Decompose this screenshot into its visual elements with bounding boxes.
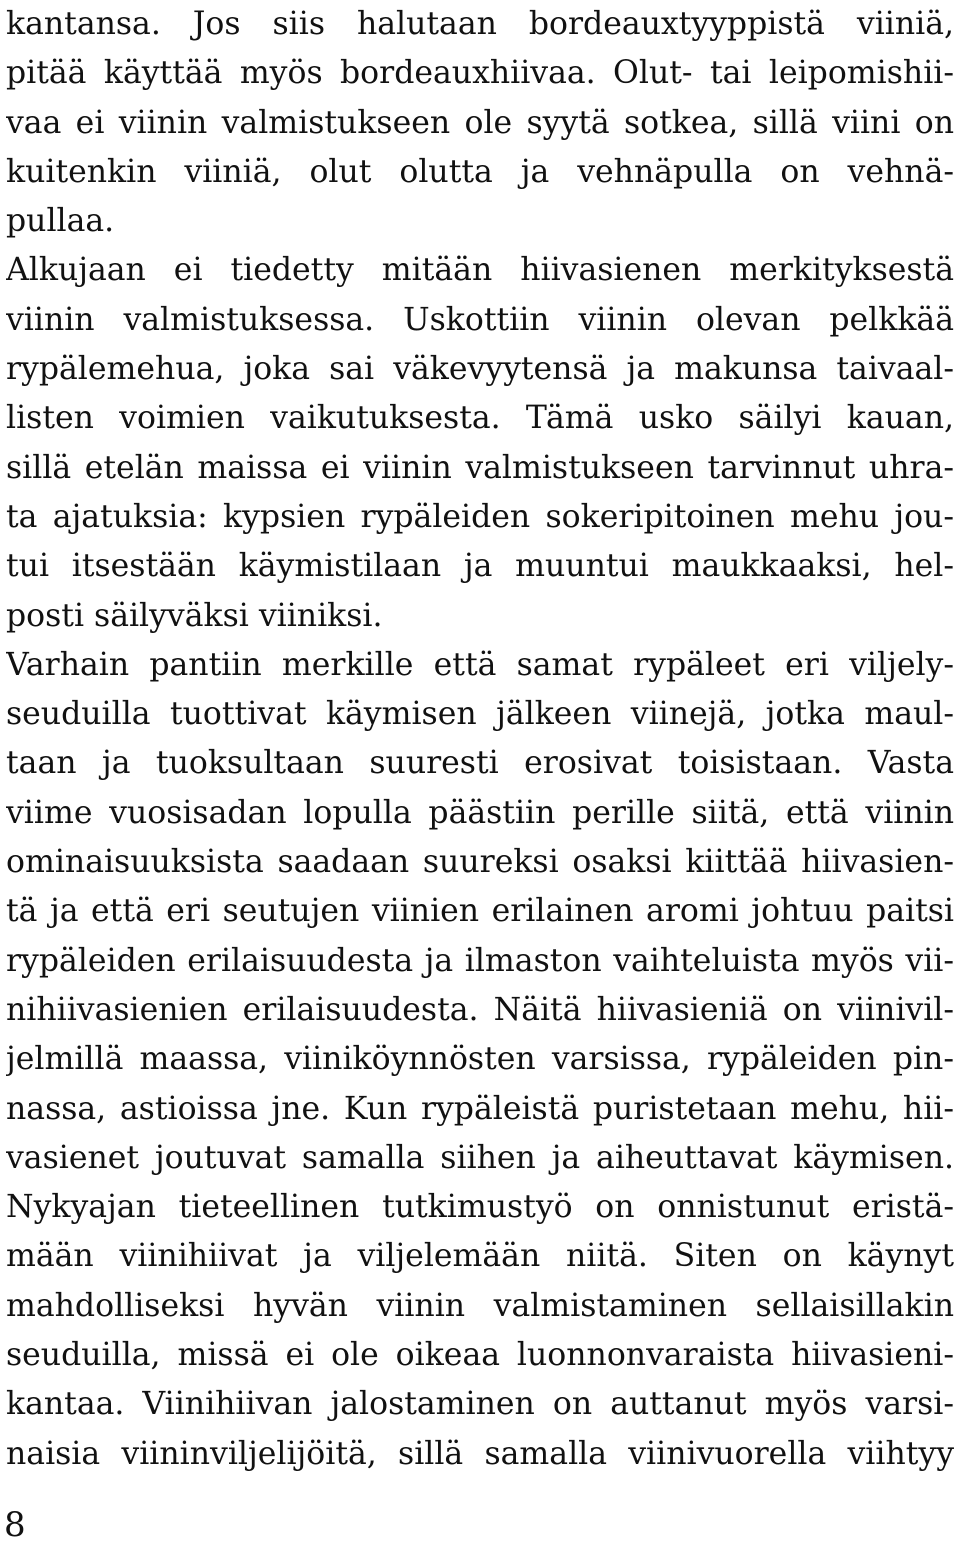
text-line: ominaisuuksista saadaan suureksi osaksi kiittää hiivasien-	[6, 844, 954, 881]
text-line: listen voimien vaikutuksesta. Tämä usko säilyi kauan,	[6, 400, 954, 437]
text-line: tä ja että eri seutujen viinien erilainen aromi johtuu paitsi	[6, 893, 954, 930]
text-line: nassa, astioissa jne. Kun rypäleistä puristetaan mehu, hii-	[6, 1090, 954, 1127]
text-line: seuduilla, missä ei ole oikeaa luonnonvaraista hiivasieni-	[6, 1337, 954, 1374]
text-line: vasienet joutuvat samalla siihen ja aiheuttavat käymisen.	[6, 1139, 954, 1176]
text-line: tui itsestään käymistilaan ja muuntui maukkaaksi, hel-	[6, 548, 954, 585]
text-line: vaa ei viinin valmistukseen ole syytä sotkea, sillä viini on	[6, 104, 954, 141]
text-line: nihiivasienien erilaisuudesta. Näitä hiivasieniä on viinivil-	[6, 991, 954, 1028]
page-number: 8	[4, 1505, 26, 1545]
text-line: rypälemehua, joka sai väkevyytensä ja makunsa taivaal-	[6, 351, 954, 388]
text-line: jelmillä maassa, viiniköynnösten varsissa, rypäleiden pin-	[6, 1041, 954, 1078]
text-line: naisia viininviljelijöitä, sillä samalla viinivuorella viihtyy	[6, 1435, 954, 1472]
text-line: Nykyajan tieteellinen tutkimustyö on onnistunut eristä-	[6, 1189, 954, 1226]
text-line: kuitenkin viiniä, olut olutta ja vehnäpulla on vehnä-	[6, 153, 954, 190]
text-line: sillä etelän maissa ei viinin valmistukseen tarvinnut uhra-	[6, 449, 954, 486]
text-line: Alkujaan ei tiedetty mitään hiivasienen merkityksestä	[6, 252, 954, 289]
text-line: rypäleiden erilaisuudesta ja ilmaston vaihteluista myös vii-	[6, 942, 954, 979]
text-line: mään viinihiivat ja viljelemään niitä. Siten on käynyt	[6, 1238, 954, 1275]
text-line: viime vuosisadan lopulla päästiin perille siitä, että viinin	[6, 794, 954, 831]
text-line: ta ajatuksia: kypsien rypäleiden sokeripitoinen mehu jou-	[6, 498, 954, 535]
text-line: Varhain pantiin merkille että samat rypäleet eri viljely-	[6, 646, 954, 683]
text-line: pitää käyttää myös bordeauxhiivaa. Olut- tai leipomishii-	[6, 55, 954, 92]
text-line: pullaa.	[6, 203, 115, 240]
text-line: viinin valmistuksessa. Uskottiin viinin olevan pelkkää	[6, 301, 954, 338]
text-line: taan ja tuoksultaan suuresti erosivat toisistaan. Vasta	[6, 745, 954, 782]
text-line: posti säilyväksi viiniksi.	[6, 597, 383, 634]
text-line: kantaa. Viinihiivan jalostaminen on auttanut myös varsi-	[6, 1386, 954, 1423]
text-line: kantansa. Jos siis halutaan bordeauxtyyppistä viiniä,	[6, 6, 954, 42]
body-text	[6, 0, 954, 1479]
text-line: seuduilla tuottivat käymisen jälkeen viinejä, jotka maul-	[6, 696, 954, 733]
text-line: mahdolliseksi hyvän viinin valmistaminen sellaisillakin	[6, 1287, 954, 1324]
